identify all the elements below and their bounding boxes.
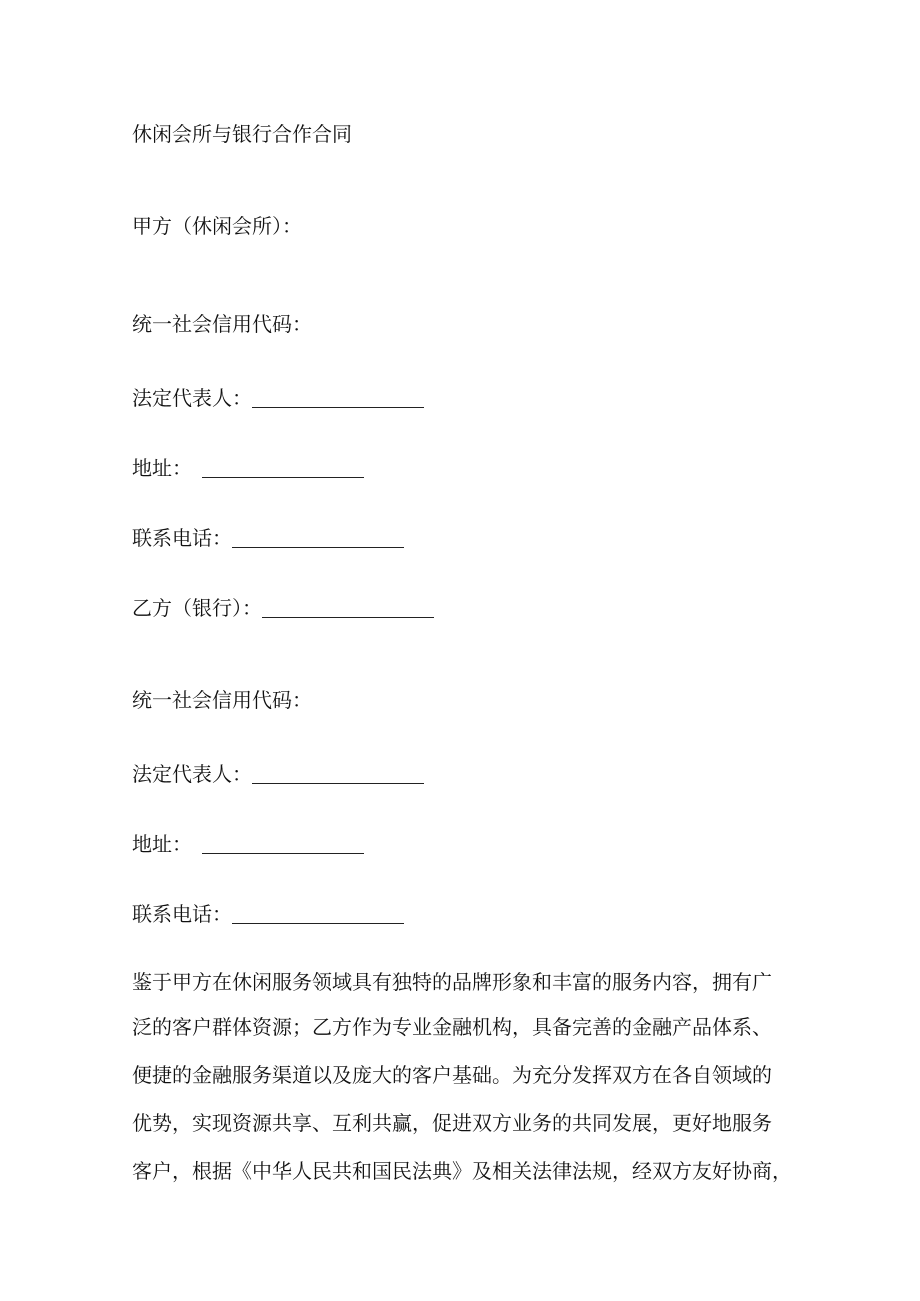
contract-title	[132, 122, 352, 146]
party-a-heading-text: 甲方（休闲会所）：	[132, 214, 302, 238]
party-b-phone-blank[interactable]	[232, 905, 404, 924]
party-b-name-blank[interactable]	[262, 599, 434, 618]
party-b-legal-rep-label: 法定代表人：	[132, 762, 252, 786]
party-b-heading	[132, 596, 434, 620]
party-b-credit-code	[132, 688, 312, 712]
preamble-line: 便捷的金融服务渠道以及庞大的客户基础。为充分发挥双方在各自领域的	[132, 1063, 772, 1087]
preamble-line: 客户，根据《中华人民共和国民法典》及相关法律法规，经双方友好协商，	[132, 1159, 792, 1183]
contract-title-text: 休闲会所与银行合作合同	[132, 122, 352, 146]
party-a-credit-code-label: 统一社会信用代码：	[132, 312, 312, 336]
party-a-heading	[132, 214, 302, 238]
party-b-heading-text: 乙方（银行）：	[132, 596, 262, 620]
party-b-phone	[132, 902, 404, 926]
party-a-phone	[132, 526, 404, 550]
preamble-line: 鉴于甲方在休闲服务领域具有独特的品牌形象和丰富的服务内容，拥有广	[132, 970, 772, 994]
party-a-legal-rep-label: 法定代表人：	[132, 386, 252, 410]
party-b-credit-code-label: 统一社会信用代码：	[132, 688, 312, 712]
party-b-address	[132, 832, 364, 856]
party-a-legal-rep-blank[interactable]	[252, 389, 424, 408]
party-b-legal-rep-blank[interactable]	[252, 765, 424, 784]
party-b-address-blank[interactable]	[202, 835, 364, 854]
party-b-address-label: 地址：	[132, 832, 192, 856]
party-b-phone-label: 联系电话：	[132, 902, 232, 926]
party-a-legal-rep	[132, 386, 424, 410]
party-a-phone-label: 联系电话：	[132, 526, 232, 550]
party-a-credit-code	[132, 312, 312, 336]
preamble-line: 泛的客户群体资源；乙方作为专业金融机构，具备完善的金融产品体系、	[132, 1015, 772, 1039]
party-a-address-label: 地址：	[132, 456, 192, 480]
party-b-legal-rep	[132, 762, 424, 786]
preamble-line: 优势，实现资源共享、互利共赢，促进双方业务的共同发展，更好地服务	[132, 1111, 772, 1135]
party-a-phone-blank[interactable]	[232, 529, 404, 548]
party-a-address-blank[interactable]	[202, 459, 364, 478]
party-a-address	[132, 456, 364, 480]
